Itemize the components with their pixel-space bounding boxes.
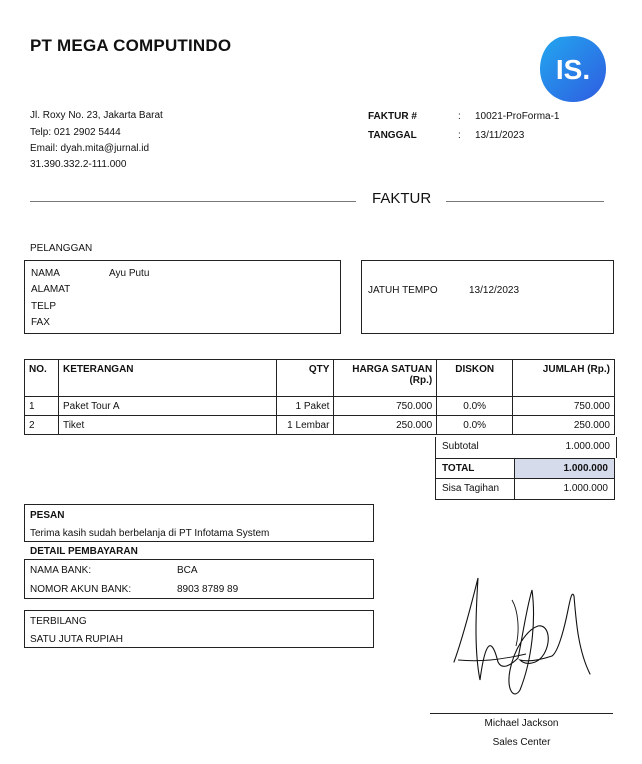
table-row: [25, 397, 615, 416]
signer-title: Sales Center: [492, 737, 551, 748]
customer-address-label: ALAMAT: [31, 284, 71, 295]
table-row: [25, 416, 615, 435]
row-amount: 250.000: [513, 416, 615, 435]
signer-name: Michael Jackson: [484, 718, 559, 729]
company-email: Email: dyah.mita@jurnal.id: [30, 143, 150, 154]
amount-in-words-label: TERBILANG: [30, 616, 87, 627]
header-no: NO.: [25, 360, 59, 397]
header-discount: DISKON: [437, 360, 513, 397]
bank-name-value: BCA: [177, 565, 198, 576]
items-table: [24, 359, 615, 435]
row-unit-price: 250.000: [334, 416, 437, 435]
amount-in-words-box: [24, 610, 374, 648]
total-value: 1.000.000: [563, 463, 608, 474]
handwritten-signature: [440, 570, 600, 710]
row-qty: 1 Paket: [277, 397, 334, 416]
document-title: FAKTUR: [372, 190, 432, 207]
header-description: KETERANGAN: [58, 360, 277, 397]
company-address: Jl. Roxy No. 23, Jakarta Barat: [30, 110, 163, 121]
invoice-date-label: TANGGAL: [368, 130, 417, 141]
header-unit-price: [334, 360, 437, 397]
balance-value: 1.000.000: [563, 483, 608, 494]
row-description: Paket Tour A: [58, 397, 277, 416]
header-unit-price-line1: HARGA SATUAN: [352, 364, 433, 375]
due-date-value: 13/12/2023: [469, 285, 520, 296]
customer-box: [24, 260, 341, 334]
customer-phone-label: TELP: [31, 301, 57, 312]
payment-section-label: DETAIL PEMBAYARAN: [30, 546, 138, 557]
message-label: PESAN: [30, 510, 65, 521]
customer-section-label: PELANGGAN: [30, 243, 93, 254]
balance-label: Sisa Tagihan: [442, 483, 500, 494]
table-header-row: [25, 360, 615, 397]
title-rule-left: [30, 201, 356, 202]
row-discount: 0.0%: [437, 397, 513, 416]
row-qty: 1 Lembar: [277, 416, 334, 435]
balance-row: [435, 479, 615, 500]
bank-account-value: 8903 8789 89: [177, 584, 239, 595]
header-qty: QTY: [277, 360, 334, 397]
invoice-date-value: 13/11/2023: [475, 130, 525, 141]
customer-fax-label: FAX: [31, 317, 50, 328]
total-row: [435, 458, 615, 479]
signature-line: [430, 713, 613, 714]
row-no: 1: [25, 397, 59, 416]
due-date-label: JATUH TEMPO: [368, 285, 438, 296]
amount-in-words-text: SATU JUTA RUPIAH: [30, 634, 123, 645]
payment-box: [24, 559, 374, 599]
company-tax-id: 31.390.332.2-111.000: [30, 159, 127, 170]
subtotal-row: [435, 437, 617, 458]
invoice-number-colon: :: [458, 111, 461, 122]
row-discount: 0.0%: [437, 416, 513, 435]
subtotal-label: Subtotal: [442, 441, 479, 452]
bank-name-label: NAMA BANK:: [30, 565, 92, 576]
title-rule-right: [446, 201, 604, 202]
total-label: TOTAL: [442, 463, 475, 474]
message-box: [24, 504, 374, 542]
subtotal-value: 1.000.000: [565, 441, 610, 452]
logo-text: IS.: [555, 54, 591, 85]
header-unit-price-line2: (Rp.): [409, 375, 433, 386]
bank-account-label: NOMOR AKUN BANK:: [30, 584, 132, 595]
company-logo: [540, 36, 606, 102]
customer-name-label: NAMA: [31, 268, 60, 279]
company-name: PT MEGA COMPUTINDO: [30, 36, 232, 55]
row-unit-price: 750.000: [334, 397, 437, 416]
row-no: 2: [25, 416, 59, 435]
company-phone: Telp: 021 2902 5444: [30, 127, 121, 138]
invoice-number-value: 10021-ProForma-1: [475, 111, 560, 122]
customer-name-value: Ayu Putu: [109, 268, 150, 279]
row-amount: 750.000: [513, 397, 615, 416]
balance-divider: [514, 479, 515, 499]
header-amount: JUMLAH (Rp.): [513, 360, 615, 397]
row-description: Tiket: [58, 416, 277, 435]
invoice-number-label: FAKTUR #: [368, 111, 417, 122]
message-text: Terima kasih sudah berbelanja di PT Infotama System: [30, 528, 270, 539]
invoice-date-colon: :: [458, 130, 461, 141]
due-date-box: [361, 260, 614, 334]
